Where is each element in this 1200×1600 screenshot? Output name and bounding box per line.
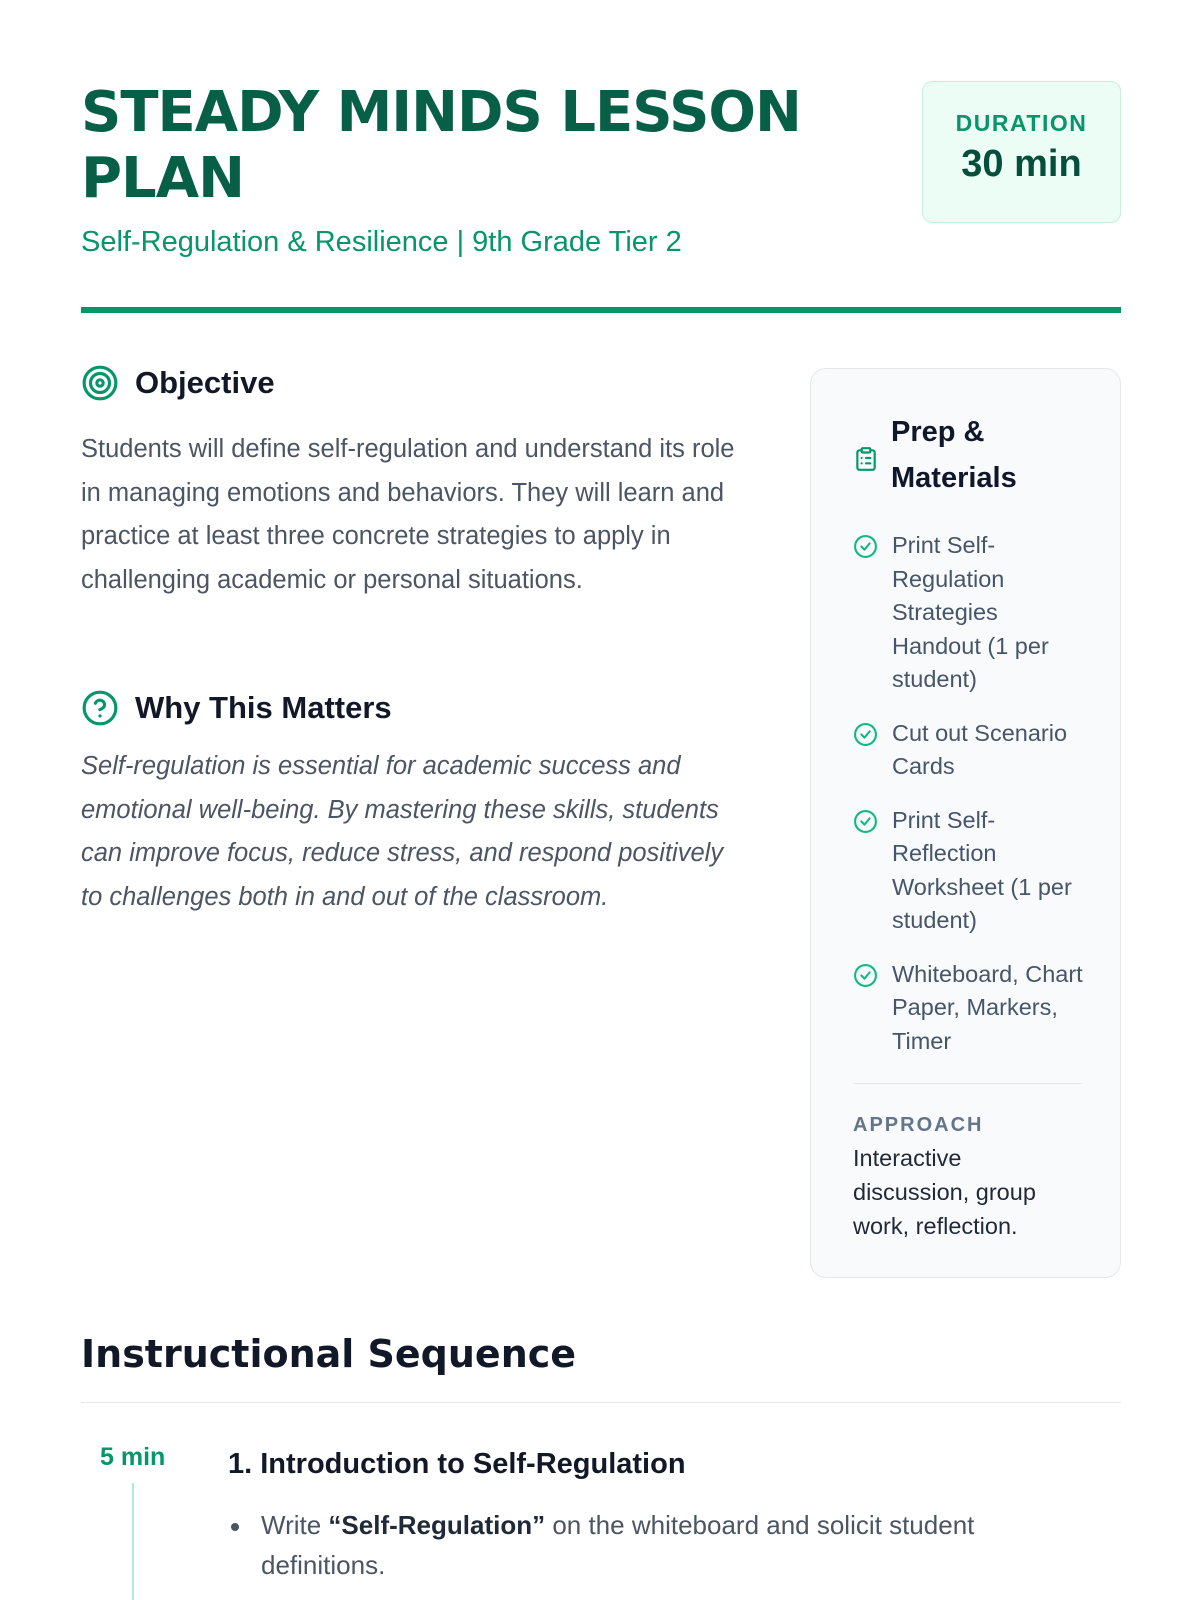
header-divider: [81, 307, 1121, 313]
page-subtitle: Self-Regulation & Resilience | 9th Grade Tier 2: [81, 226, 682, 258]
why-title: Why This Matters: [135, 690, 392, 725]
check-circle-icon: [853, 722, 878, 747]
step-time: 5 min: [100, 1443, 166, 1471]
bullet-text-bold: “Self-Regulation”: [328, 1510, 546, 1540]
list-item: [853, 529, 1093, 697]
materials-list: [853, 529, 1093, 1078]
prep-title: Prep & Materials: [891, 416, 1017, 494]
duration-value: 30 min: [961, 143, 1082, 185]
list-item: [853, 717, 1093, 784]
duration-badge: [922, 81, 1121, 223]
approach-label: APPROACH: [853, 1114, 984, 1136]
material-text: Cut out Scenario Cards: [892, 719, 1068, 779]
prep-materials-card: [810, 368, 1121, 1278]
lesson-header: [81, 80, 1121, 316]
why-heading: [81, 689, 392, 727]
check-circle-icon: [853, 963, 878, 988]
help-circle-icon: [81, 689, 119, 727]
clipboard-icon: [853, 446, 879, 472]
check-circle-icon: [853, 809, 878, 834]
list-item: [853, 804, 1093, 938]
sequence-divider: [81, 1402, 1121, 1403]
target-icon: [81, 364, 119, 402]
timeline-line: [132, 1483, 134, 1600]
bullet-text-pre: Write: [261, 1510, 329, 1540]
bullet-text-post: on the whiteboard and solicit student definitions.: [261, 1510, 975, 1580]
list-item: [853, 958, 1093, 1059]
material-text: Print Self-Regulation Strategies Handout (1 per student): [892, 532, 1049, 692]
sequence-title: Instructional Sequence: [81, 1332, 577, 1376]
why-text: Self-regulation is essential for academic success and emotional well-being. By mastering these skills, students can improve focus, reduce stress, and respond positively to challenges both in and out of the classroom.: [81, 752, 724, 911]
duration-label: DURATION: [955, 110, 1088, 136]
step-title: 1. Introduction to Self-Regulation: [228, 1448, 686, 1480]
check-circle-icon: [853, 534, 878, 559]
material-text: Whiteboard, Chart Paper, Markers, Timer: [892, 960, 1083, 1054]
approach-text: Interactive discussion, group work, reflection.: [853, 1145, 1036, 1239]
page-title: STEADY MINDS LESSON PLAN: [81, 80, 801, 211]
step-bullets: [228, 1505, 1048, 1585]
objective-heading: [81, 364, 275, 402]
list-item: [228, 1505, 1048, 1585]
material-text: Print Self-Reflection Worksheet (1 per student): [892, 806, 1072, 933]
card-divider: [853, 1083, 1082, 1084]
objective-title: Objective: [135, 365, 275, 400]
objective-text: Students will define self-regulation and understand its role in managing emotions and behaviors. They will learn and practice at least three concrete strategies to apply in challenging academic or personal situations.: [81, 435, 735, 594]
